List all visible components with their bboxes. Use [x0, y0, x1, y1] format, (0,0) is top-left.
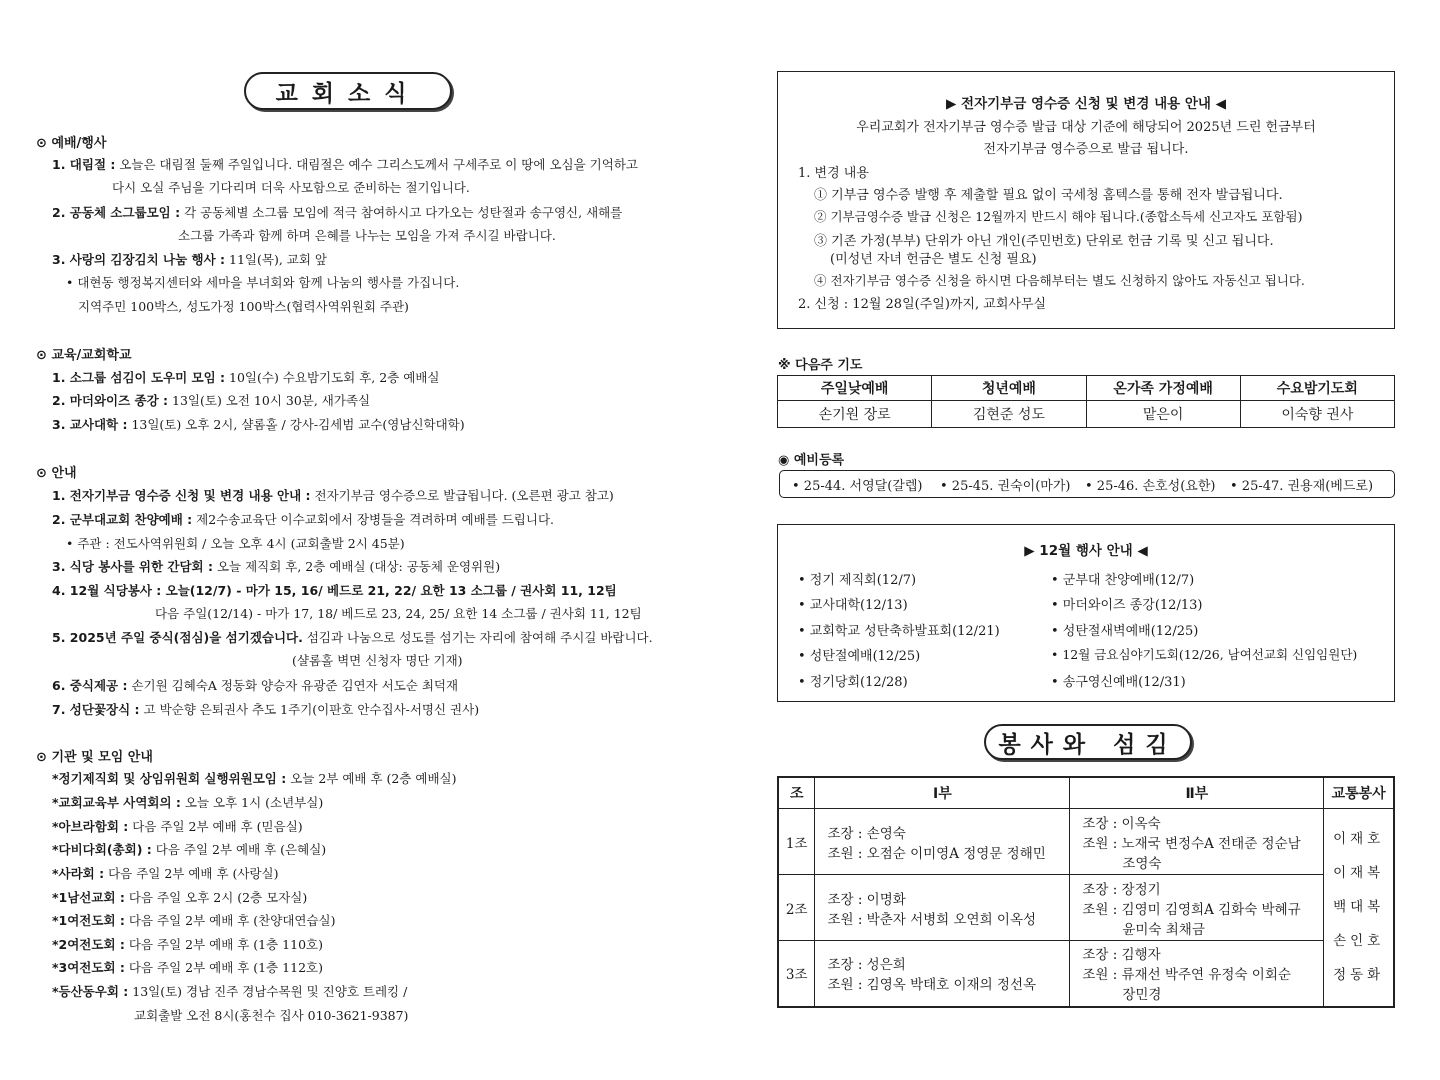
service-leader: 조장 : 장정기 [1082, 881, 1161, 898]
event-item: • 성탄절새벽예배(12/25) [1051, 624, 1199, 639]
registration-box [779, 470, 1395, 498]
circle-dot-icon: ⊙ [36, 348, 47, 363]
service-leader: 조장 : 김행자 [1082, 947, 1161, 964]
registration-entry: • 25-47. 권용재(베드로) [1230, 479, 1374, 494]
circle-dot-icon: ⊙ [36, 750, 47, 765]
prayer-header: 주일낮예배 [778, 376, 932, 401]
notice-item: 7. 성단꽃장식 : 고 박순향 은퇴권사 추도 1주기(이판호 안수집사-서명신 권사) [52, 702, 480, 717]
traffic-person: 백대복 [1333, 899, 1385, 916]
prayer-table [777, 375, 1395, 428]
receipt-change-item: ② 기부금영수증 발급 신청은 12월까지 반드시 해야 됩니다.(종합소득세 신고자도 포함됨) [814, 209, 1303, 224]
notice-item: 3. 식당 봉사를 위한 간담회 : 오늘 제직회 후, 2층 예배실 (대상: 공동체 운영위원) [52, 559, 501, 574]
traffic-person: 이재호 [1333, 831, 1385, 848]
service-part1 [815, 941, 1070, 1007]
registration-heading: ◉ 예비등록 [778, 453, 845, 468]
service-members: 조원 : 류재선 박주연 유정숙 이회순 [1082, 967, 1291, 984]
receipt-title: ▶ 전자기부금 영수증 신청 및 변경 내용 안내 ◀ [945, 96, 1227, 112]
service-part2 [1070, 875, 1324, 941]
notice-item-cont: 다시 오실 주님을 기다리며 더욱 사모함으로 준비하는 절기입니다. [112, 180, 470, 195]
group-item-cont: 교회출발 오전 8시(홍천수 집사 010-3621-9387) [134, 1008, 409, 1023]
service-leader: 조장 : 이옥숙 [1082, 815, 1161, 832]
service-part1 [815, 809, 1070, 875]
event-item: • 마더와이즈 종강(12/13) [1051, 598, 1203, 613]
service-members: 조원 : 김영미 김영희A 김화숙 박혜규 [1082, 901, 1301, 918]
notice-item: 1. 대림절 : 오늘은 대림절 둘째 주일입니다. 대림절은 예수 그리스도께서 구세주로 이 땅에 오심을 기억하고 [52, 157, 638, 172]
service-table [777, 776, 1395, 1008]
service-members: 조원 : 박춘자 서병희 오연희 이옥성 [827, 911, 1037, 928]
group-item: *사라회 : 다음 주일 2부 예배 후 (사랑실) [52, 866, 279, 881]
event-item: • 교회학교 성탄축하발표회(12/21) [798, 624, 1000, 639]
registration-entry: • 25-45. 권숙이(마가) [940, 479, 1071, 494]
service-leader: 조장 : 성은희 [827, 957, 906, 974]
notice-item: 2. 군부대교회 찬양예배 : 제2수송교육단 이수교회에서 장병들을 격려하며 예배를 드립니다. [52, 512, 554, 527]
service-members: 윤미숙 최채금 [1122, 921, 1205, 938]
circle-dot-icon: ⊙ [36, 466, 47, 481]
service-header: Ⅱ부 [1070, 777, 1324, 809]
receipt-change-item: ③ 기존 가정(부부) 단위가 아닌 개인(주민번호) 단위로 헌금 기록 및 신고 됩니다. [814, 234, 1274, 249]
service-group: 1조 [778, 809, 815, 875]
notice-item-sub: 지역주민 100박스, 성도가정 100박스(협력사역위원회 주관) [78, 299, 409, 314]
group-item: *1여전도회 : 다음 주일 2부 예배 후 (찬양대연습실) [52, 913, 336, 928]
donation-receipt-box [777, 71, 1395, 329]
group-item: *다비다회(총회) : 다음 주일 2부 예배 후 (은혜실) [52, 842, 327, 857]
registration-entry: • 25-44. 서영달(갈렙) [792, 479, 923, 494]
prayer-person: 손기원 장로 [778, 401, 932, 428]
event-item: • 성탄절예배(12/25) [798, 649, 921, 664]
receipt-change-note: (미성년 자녀 헌금은 별도 신청 필요) [830, 252, 1037, 267]
notice-item: 2. 마더와이즈 종강 : 13일(토) 오전 10시 30분, 새가족실 [52, 393, 371, 408]
service-members: 조원 : 오점순 이미영A 정영문 정해민 [827, 845, 1046, 862]
service-group: 3조 [778, 941, 815, 1007]
group-item: *등산동우회 : 13일(토) 경남 진주 경남수목원 및 진양호 트레킹 / [52, 984, 408, 999]
prayer-heading: ※ 다음주 기도 [778, 358, 863, 373]
section-heading-notice: ⊙ 안내 [36, 466, 77, 481]
prayer-person: 김현준 성도 [932, 401, 1086, 428]
section-heading-education: ⊙ 교육/교회학교 [36, 348, 132, 363]
service-header: 조 [778, 777, 815, 809]
receipt-intro: 전자기부금 영수증으로 발급 됩니다. [983, 142, 1189, 157]
receipt-change-item: ① 기부금 영수증 발행 후 제출할 필요 없이 국세청 홈텍스를 통해 전자 발급됩니다. [814, 188, 1283, 203]
notice-item: 6. 중식제공 : 손기원 김혜숙A 정동화 양승자 유광준 김연자 서도순 최덕재 [52, 678, 459, 693]
events-title: ▶ 12월 행사 안내 ◀ [1024, 543, 1148, 559]
event-item: • 정기당회(12/28) [798, 675, 908, 690]
event-item: • 12월 금요심야기도회(12/26, 남여선교회 신임임원단) [1051, 647, 1358, 662]
circle-dot-icon: ⊙ [36, 136, 47, 151]
service-header: 교통봉사 [1324, 777, 1394, 809]
group-item: *3여전도회 : 다음 주일 2부 예배 후 (1층 112호) [52, 960, 323, 975]
receipt-intro: 우리교회가 전자기부금 영수증 발급 대상 기준에 해당되어 2025년 드린 헌금부터 [856, 120, 1316, 135]
notice-item-cont: 다음 주일(12/14) - 마가 17, 18/ 베드로 23, 24, 25/ 요한 14 소그룹 / 권사회 11, 12팀 [155, 606, 642, 621]
notice-item-sub: • 주관 : 전도사역위원회 / 오늘 오후 4시 (교회출발 2시 45분) [66, 536, 405, 551]
notice-item-cont: (샬롬홀 벽면 신청자 명단 기재) [292, 653, 463, 668]
service-members: 조원 : 김영옥 박태호 이재의 정선옥 [827, 977, 1037, 994]
prayer-header: 수요밤기도회 [1240, 376, 1394, 401]
notice-item: 5. 2025년 주일 중식(점심)을 섬기겠습니다. 섬김과 나눔으로 성도를 섬기는 자리에 참여해 주시길 바랍니다. [52, 630, 653, 645]
notice-item: 4. 12월 식당봉사 : 오늘(12/7) - 마가 15, 16/ 베드로 21, 22/ 요한 13 소그룹 / 권사회 11, 12팀 [52, 583, 617, 598]
group-item: *교회교육부 사역회의 : 오늘 오후 1시 (소년부실) [52, 795, 324, 810]
service-header: Ⅰ부 [815, 777, 1070, 809]
group-item: *아브라함회 : 다음 주일 2부 예배 후 (믿음실) [52, 819, 303, 834]
registration-entry: • 25-46. 손호성(요한) [1085, 479, 1216, 494]
notice-item: 1. 소그룹 섬김이 도우미 모임 : 10일(수) 수요밤기도회 후, 2층 예배실 [52, 370, 440, 385]
event-item: • 군부대 찬양예배(12/7) [1051, 573, 1195, 588]
prayer-person: 맡은이 [1086, 401, 1240, 428]
section-heading-groups: ⊙ 기관 및 모임 안내 [36, 750, 153, 765]
event-item: • 정기 제직회(12/7) [798, 573, 917, 588]
notice-item: 3. 교사대학 : 13일(토) 오후 2시, 샬롬홀 / 강사-김세범 교수(영남신학대학) [52, 417, 465, 432]
service-members: 장민경 [1122, 987, 1162, 1004]
group-item: *정기제직회 및 상임위원회 실행위원모임 : 오늘 2부 예배 후 (2층 예배실) [52, 771, 457, 786]
traffic-service [1324, 809, 1394, 1007]
notice-item: 1. 전자기부금 영수증 신청 및 변경 내용 안내 : 전자기부금 영수증으로 발급됩니다. (오른편 광고 참고) [52, 488, 614, 503]
group-item: *1남선교회 : 다음 주일 오후 2시 (2층 모자실) [52, 890, 308, 905]
service-leader: 조장 : 이명화 [827, 891, 906, 908]
service-members: 조영숙 [1122, 855, 1162, 872]
receipt-apply: 2. 신청 : 12월 28일(주일)까지, 교회사무실 [798, 297, 1047, 312]
receipt-change-item: ④ 전자기부금 영수증 신청을 하시면 다음해부터는 별도 신청하지 않아도 자동신고 됩니다. [814, 273, 1305, 288]
event-item: • 교사대학(12/13) [798, 598, 908, 613]
service-group: 2조 [778, 875, 815, 941]
section-heading-worship: ⊙ 예배/행사 [36, 136, 107, 151]
notice-item: 3. 사랑의 김장김치 나눔 행사 : 11일(목), 교회 앞 [52, 252, 327, 267]
service-leader: 조장 : 손영숙 [827, 825, 906, 842]
left-page-title: 교회소식 [244, 72, 452, 110]
december-events-box [777, 524, 1395, 702]
service-title: 봉사와 섬김 [984, 724, 1192, 760]
service-members: 조원 : 노재국 변정수A 전태준 정순남 [1082, 835, 1301, 852]
notice-item-sub: • 대현동 행정복지센터와 세마을 부녀회와 함께 나눔의 행사를 가집니다. [66, 275, 460, 290]
notice-item-cont: 소그룹 가족과 함께 하며 은혜를 나누는 모임을 가져 주시길 바랍니다. [178, 228, 556, 243]
traffic-person: 이재복 [1333, 865, 1385, 882]
prayer-person: 이숙향 권사 [1240, 401, 1394, 428]
prayer-header: 온가족 가정예배 [1086, 376, 1240, 401]
receipt-change-title: 1. 변경 내용 [798, 166, 869, 181]
traffic-person: 정동화 [1333, 967, 1385, 984]
service-part2 [1070, 809, 1324, 875]
traffic-person: 손인호 [1333, 933, 1385, 950]
prayer-header: 청년예배 [932, 376, 1086, 401]
event-item: • 송구영신예배(12/31) [1051, 675, 1186, 690]
service-part1 [815, 875, 1070, 941]
service-part2 [1070, 941, 1324, 1007]
notice-item: 2. 공동체 소그룹모임 : 각 공동체별 소그룹 모임에 적극 참여하시고 다가오는 성탄절과 송구영신, 새해를 [52, 205, 623, 220]
group-item: *2여전도회 : 다음 주일 2부 예배 후 (1층 110호) [52, 937, 323, 952]
